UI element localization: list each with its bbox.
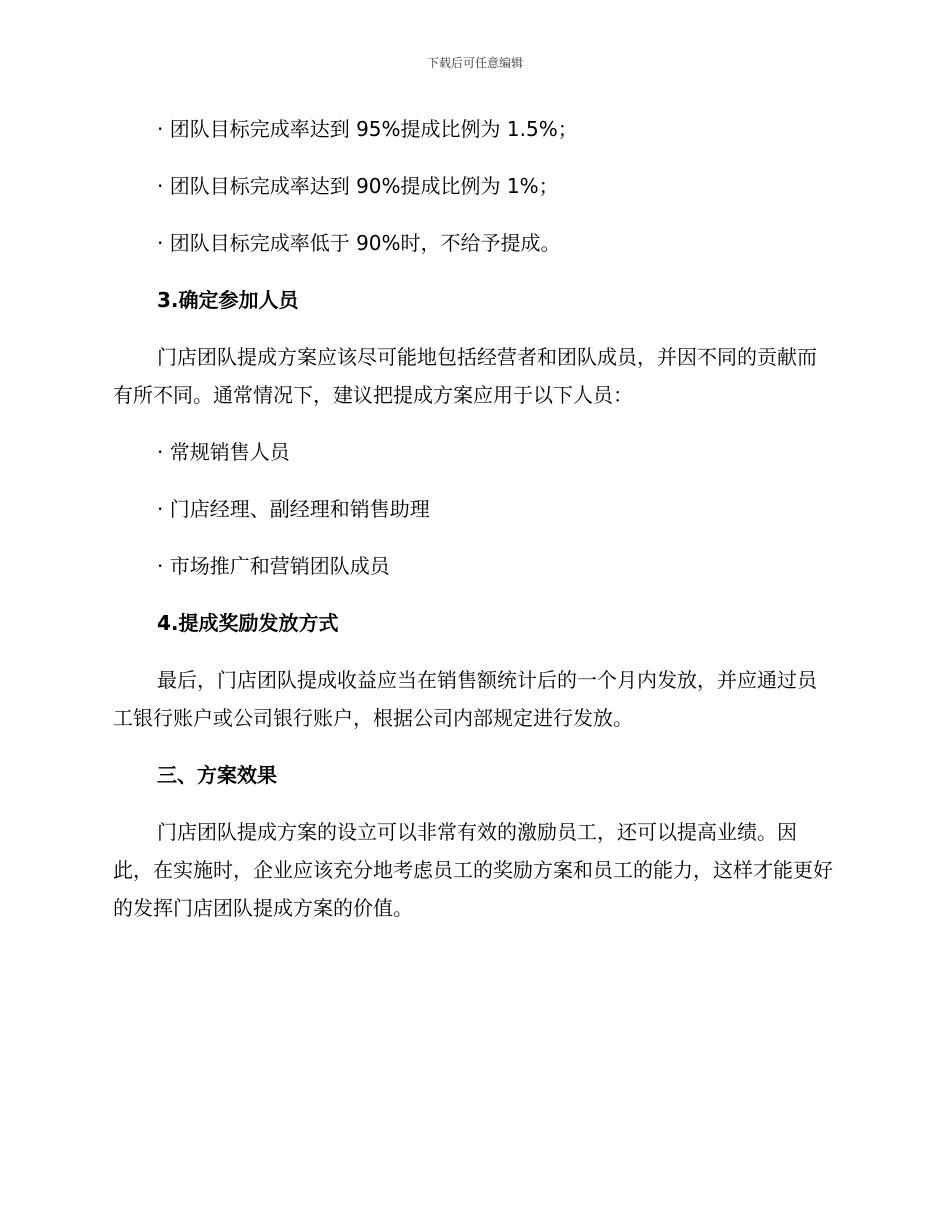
bullet-item: · 门店经理、副经理和销售助理 <box>157 497 430 521</box>
section-heading: 三、方案效果 <box>157 763 277 787</box>
paragraph: 门店团队提成方案的设立可以非常有效的激励员工，还可以提高业绩。因此，在实施时，企业应该充分地考虑员工的奖励方案和员工的能力，这样才能更好的发挥门店团队提成方案的价值。 <box>113 820 833 920</box>
bullet-item: · 团队目标完成率达到 95%提成比例为 1.5%； <box>157 117 578 141</box>
bullet-item: · 常规销售人员 <box>157 440 290 464</box>
paragraph: 门店团队提成方案应该尽可能地包括经营者和团队成员，并因不同的贡献而有所不同。通常情况下，建议把提成方案应用于以下人员： <box>113 345 817 407</box>
paragraph: 最后，门店团队提成收益应当在销售额统计后的一个月内发放，并应通过员工银行账户或公司银行账户，根据公司内部规定进行发放。 <box>113 668 817 730</box>
bullet-item: · 市场推广和营销团队成员 <box>157 554 390 578</box>
document-body <box>113 110 833 946</box>
bullet-item: · 团队目标完成率达到 90%提成比例为 1%； <box>157 174 559 198</box>
page-header: 下载后可任意编辑 <box>426 56 523 70</box>
section-heading: 4.提成奖励发放方式 <box>157 611 339 635</box>
bullet-item: · 团队目标完成率低于 90%时，不给予提成。 <box>157 231 561 255</box>
section-heading: 3.确定参加人员 <box>157 288 299 312</box>
